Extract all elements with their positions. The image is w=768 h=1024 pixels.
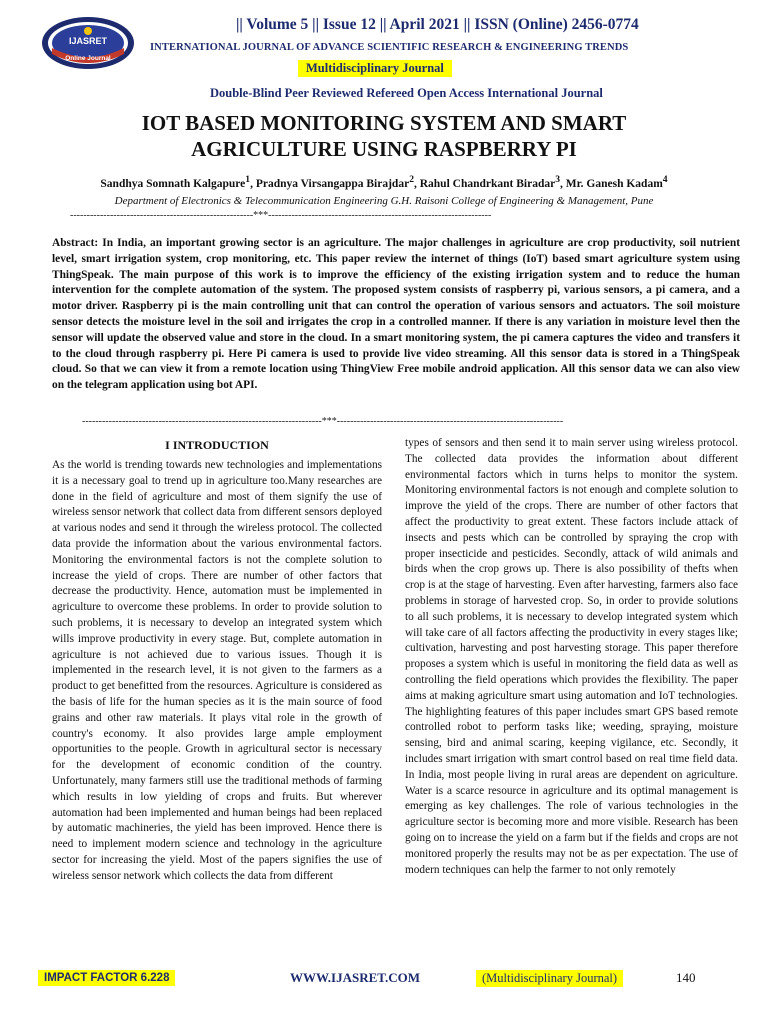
author-name: Rahul Chandrkant Biradar [419, 177, 556, 190]
body-paragraph: types of sensors and then send it to main server using wireless protocol. The collected data provides the information about different environmental factors which in turns helps to monitor the system. Monitoring environmental factors is not enough and complete solution to improve the yield of the crops. There are number of other factors that affect the productivity to great extent. These factors include attack of insects and pests which can be controlled by spraying the crop with proper insecticide and pesticides. Secondly, attack of wild animals and birds when the crop grows up. There is also possibility of thefts when crop is at the stage of harvesting. Even after harvesting, farmers also face problems in storage of harvested crop. So, in order to provide solutions to all such problems, it is necessary to develop integrated system which will take care of all factors affecting the productivity in every stages like; cultivation, harvesting and post harvesting storage. This paper therefore proposes a system which is useful in monitoring the field data as well as controlling the field operations which provides the flexibility. The paper aims at making agriculture smart using automation and IoT technologies. The highlighting features of this paper includes smart GPS based remote controlled robot to perform tasks like; weeding, spraying, moisture sensing, bird and animal scaring, keeping vigilance, etc. Secondly, it includes smart irrigation with smart control based on real time field data. In India, most people living in rural areas are dependent on agriculture. Water is a scarce resource in agriculture and its optimal management is emerging as key challenges. The role of various technologies in the agriculture sector is becoming more and more visible. Research has been going on to increase the yield on a farm but if the fields and crops are not monitored properly the results may not be as per expectation. The use of modern techniques can help the farmer to not only remotely [405, 437, 738, 876]
footer-multidisciplinary: (Multidisciplinary Journal) [476, 970, 623, 987]
multidisciplinary-badge: Multidisciplinary Journal [298, 60, 452, 77]
abstract: Abstract: In India, an important growing sector is an agriculture. The major challenges in agriculture are crop productivity, soil nutrient level, smart irrigation system, crop monitoring, etc. This paper review the internet of things (IoT) based smart agriculture system using ThingSpeak. The main purpose of this work is to improve the efficiency of the existing irrigation system and to reduce the human intervention for the complete automation of the system. The proposed system consists of raspberry pi, various sensors, a pi camera, and a motor driver. Raspberry pi is the main controlling unit that can control the operation of various sensors and actuators. The soil moisture sensor detects the moisture level in the soil and irrigates the crop in a controlled manner. If there is any variation in moisture level then the sensor will update the observed value and store in the cloud. In a smart monitoring system, the pi camera captures the video and transfers it to the cloud through raspberry pi. Here Pi camera is used to provide live video streaming. All this sensor data is stored in a ThingSpeak cloud. So that we can view it from a remote location using ThingView Free mobile android application. All this sensor data we can also view on the telegram application using bot API. [52, 237, 740, 392]
logo-text-top: IJASRET [68, 36, 107, 46]
page-number: 140 [676, 970, 696, 985]
title-line-1: IOT BASED MONITORING SYSTEM AND SMART [141, 111, 627, 135]
author-sup: 4 [662, 174, 668, 185]
author-sup: 2 [409, 174, 414, 185]
separator: -------------------------------------------------------***------------------------------------------------------------------- [70, 210, 492, 221]
separator: ------------------------------------------------------------------------***-------------------------------------------------------------------- [82, 416, 564, 427]
body-paragraph: As the world is trending towards new technologies and implementations it is a necessary goal to trend up in agriculture too.Many researches are done in the field of agriculture and most of them signify the use of wireless sensor network that collect data from different sensors deployed at various nodes and send it through the wireless protocol. The collected data provide the information about the various environmental factors. Monitoring the environmental factors is not the complete solution to increase the yield of crops. There are number of other factors that decrease the productivity. Hence, automation must be implemented in agriculture to overcome these problems. In order to provide solution to such problems, it is necessary to develop an integrated system which wills improve productivity in every stage. But, complete automation in agriculture is not achieved due to various issues. Though it is implemented in the research level, it is not given to the farmers as a product to get benefitted from the resources. Agriculture is considered as the basis of life for the human species as it is the main source of food grains and other raw materials. It plays vital role in the growth of country's economy. It also provides large ample employment opportunities to the people. Growth in agricultural sector is necessary for the development of economic condition of the country. Unfortunately, many farmers still use the traditional methods of farming which results in low yielding of crops and fruits. But wherever automation had been implemented and human beings had been replaced by automatic machineries, the yield has been improved. Hence there is need to implement modern science and technology in the agriculture sector for increasing the yield. Most of the papers signifies the use of wireless sensor network which collects the data from different [52, 459, 382, 882]
journal-name: INTERNATIONAL JOURNAL OF ADVANCE SCIENTIFIC RESEARCH & ENGINEERING TRENDS [150, 42, 629, 53]
volume-line: || Volume 5 || Issue 12 || April 2021 || ISSN (Online) 2456-0774 [236, 16, 639, 33]
impact-factor-badge: IMPACT FACTOR 6.228 [38, 970, 175, 986]
author-list: Sandhya Somnath Kalgapure$^1$, Pradnya Virsangappa Birajdar$^2$, Rahul Chandrkant Biradar$^3$, Mr. Ganesh Kadam$^4$ [100, 174, 668, 190]
review-line: Double-Blind Peer Reviewed Refereed Open Access International Journal [210, 86, 603, 100]
logo-text-bottom: Online Journal [65, 55, 111, 62]
website-link[interactable]: WWW.IJASRET.COM [290, 970, 421, 985]
body-column-left [52, 458, 382, 885]
author-sup: 1 [245, 174, 251, 185]
author-name: Pradnya Virsangappa Birajdar [255, 177, 410, 190]
department-line: Department of Electronics & Telecommunication Engineering G.H. Raisoni College of Engineering & Management, Pune [114, 195, 654, 207]
journal-logo [38, 14, 138, 72]
author-name: Sandhya Somnath Kalgapure [100, 177, 246, 190]
author-name: Mr. Ganesh Kadam [565, 177, 663, 190]
title-line-2: AGRICULTURE USING RASPBERRY PI [191, 137, 577, 161]
author-sup: 3 [555, 174, 561, 185]
paper-title [60, 110, 708, 162]
body-column-right [405, 436, 738, 878]
section-heading: I INTRODUCTION [165, 438, 269, 452]
